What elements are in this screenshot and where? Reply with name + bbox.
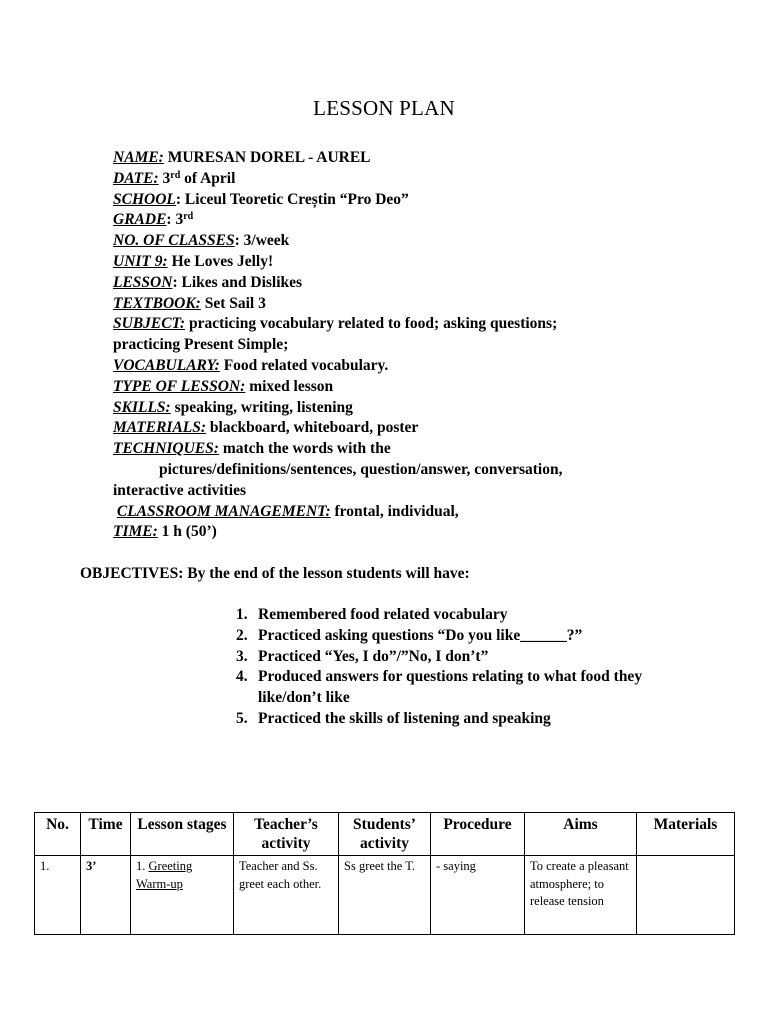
field-techniques — [113, 439, 673, 460]
objectives-heading: OBJECTIVES: By the end of the lesson students will have: — [80, 565, 470, 582]
header-time: Time — [81, 813, 131, 856]
ordinal-suffix: rd — [183, 211, 194, 223]
ordinal-suffix: rd — [170, 169, 181, 181]
field-value: blackboard, whiteboard, poster — [209, 419, 419, 437]
cell-students-activity: Ss greet the T. — [339, 856, 431, 935]
field-label: VOCABULARY: — [113, 356, 220, 374]
cell-lesson-stage — [131, 856, 234, 935]
field-value: mixed lesson — [249, 377, 334, 395]
field-value: practicing Present Simple; — [113, 336, 289, 354]
field-value: Set Sail 3 — [204, 294, 266, 312]
lesson-stages-table — [34, 812, 735, 935]
field-label: TECHNIQUES: — [113, 440, 219, 458]
cell-time: 3’ — [81, 856, 131, 935]
item-number: 2. — [236, 626, 248, 644]
item-text: Produced answers for questions relating to what food they like/don’t like — [258, 668, 643, 707]
stage-number: 1. — [136, 859, 146, 873]
header-materials: Materials — [637, 813, 735, 856]
field-techniques-continued — [113, 460, 673, 481]
field-skills — [113, 398, 673, 419]
field-label: SUBJECT — [113, 315, 180, 333]
header-aims: Aims — [525, 813, 637, 856]
field-value: 1 h (50’) — [161, 523, 217, 541]
field-subject: SUBJECT: practicing vocabulary related to food; asking questions; — [113, 315, 558, 333]
field-time — [113, 522, 673, 543]
field-lesson: LESSON: Likes and Dislikes — [113, 273, 303, 291]
field-management — [113, 502, 673, 523]
field-school: SCHOOL: Liceul Teoretic Creștin “Pro Deo” — [113, 190, 409, 208]
table-row — [35, 856, 735, 935]
field-value: 3 — [162, 169, 171, 187]
item-text: Practiced the skills of listening and speaking — [258, 709, 551, 727]
field-textbook — [113, 294, 673, 315]
field-value: He Loves Jelly! — [171, 252, 274, 270]
list-item — [236, 626, 656, 647]
lesson-details — [113, 148, 673, 543]
field-label: NO. OF CLASSES — [113, 232, 235, 250]
field-value: 3 — [175, 211, 184, 229]
field-techniques-continued-2 — [113, 481, 673, 502]
field-grade: GRADE: 3rd — [113, 211, 194, 229]
field-value: of April — [184, 169, 236, 187]
cell-teacher-activity: Teacher and Ss. greet each other. — [234, 856, 339, 935]
field-value: MURESAN DOREL - AUREL — [167, 149, 371, 166]
list-item — [236, 667, 656, 709]
list-item — [236, 605, 656, 626]
field-materials — [113, 418, 673, 439]
field-value: Liceul Teoretic Creștin “Pro Deo” — [184, 190, 409, 208]
field-label: LESSON — [113, 273, 173, 291]
field-subject-continued — [113, 335, 673, 356]
field-label: SCHOOL — [113, 190, 176, 208]
header-teacher-activity: Teacher’s activity — [234, 813, 339, 856]
field-value: practicing vocabulary related to food; asking questions; — [188, 315, 558, 333]
field-label: CLASSROOM MANAGEMENT: — [116, 502, 331, 520]
header-lesson-stages: Lesson stages — [131, 813, 234, 856]
header-no: No. — [35, 813, 81, 856]
table-header-row — [35, 813, 735, 856]
field-value: Food related vocabulary. — [223, 356, 389, 374]
field-classes: NO. OF CLASSES: 3/week — [113, 232, 290, 250]
list-item — [236, 709, 656, 730]
cell-no: 1. — [35, 856, 81, 935]
field-label: TYPE OF LESSON: — [113, 377, 246, 395]
field-value: match the words with the — [222, 440, 391, 458]
field-date — [113, 169, 673, 190]
cell-materials — [637, 856, 735, 935]
item-number: 1. — [236, 606, 248, 623]
field-label: MATERIALS: — [113, 419, 207, 437]
field-value: Likes and Dislikes — [181, 273, 303, 291]
field-label: DATE: — [113, 169, 159, 187]
field-label: GRADE — [113, 211, 167, 229]
field-label: UNIT 9: — [113, 252, 168, 270]
item-text: Remembered food related vocabulary — [258, 606, 508, 623]
field-value: interactive activities — [113, 481, 246, 499]
list-item — [236, 647, 656, 668]
stage-name: Greeting Warm-up — [136, 859, 193, 891]
field-value: speaking, writing, listening — [174, 398, 353, 416]
field-vocabulary — [113, 356, 673, 377]
header-students-activity: Students’ activity — [339, 813, 431, 856]
field-label: TEXTBOOK: — [113, 294, 201, 312]
item-number: 5. — [236, 709, 248, 727]
field-value: 3/week — [243, 232, 290, 250]
field-label: SKILLS: — [113, 398, 171, 416]
field-type — [113, 377, 673, 398]
item-text: Practiced asking questions “Do you like______?” — [258, 626, 583, 644]
field-label: NAME — [113, 149, 159, 166]
item-number: 3. — [236, 647, 248, 665]
cell-aims: To create a pleasant atmosphere; to release tension — [525, 856, 637, 935]
item-number: 4. — [236, 668, 248, 686]
field-name: NAME: MURESAN DOREL - AUREL — [113, 149, 371, 166]
item-text: Practiced “Yes, I do”/”No, I don’t” — [258, 647, 489, 665]
objectives-list — [236, 605, 656, 730]
field-value: frontal, individual, — [334, 502, 459, 520]
field-label: TIME: — [113, 523, 158, 541]
field-value: pictures/definitions/sentences, question/answer, conversation, — [159, 460, 563, 478]
cell-procedure: - saying — [431, 856, 525, 935]
header-procedure: Procedure — [431, 813, 525, 856]
field-unit — [113, 252, 673, 273]
page-title: LESSON PLAN — [313, 96, 455, 120]
